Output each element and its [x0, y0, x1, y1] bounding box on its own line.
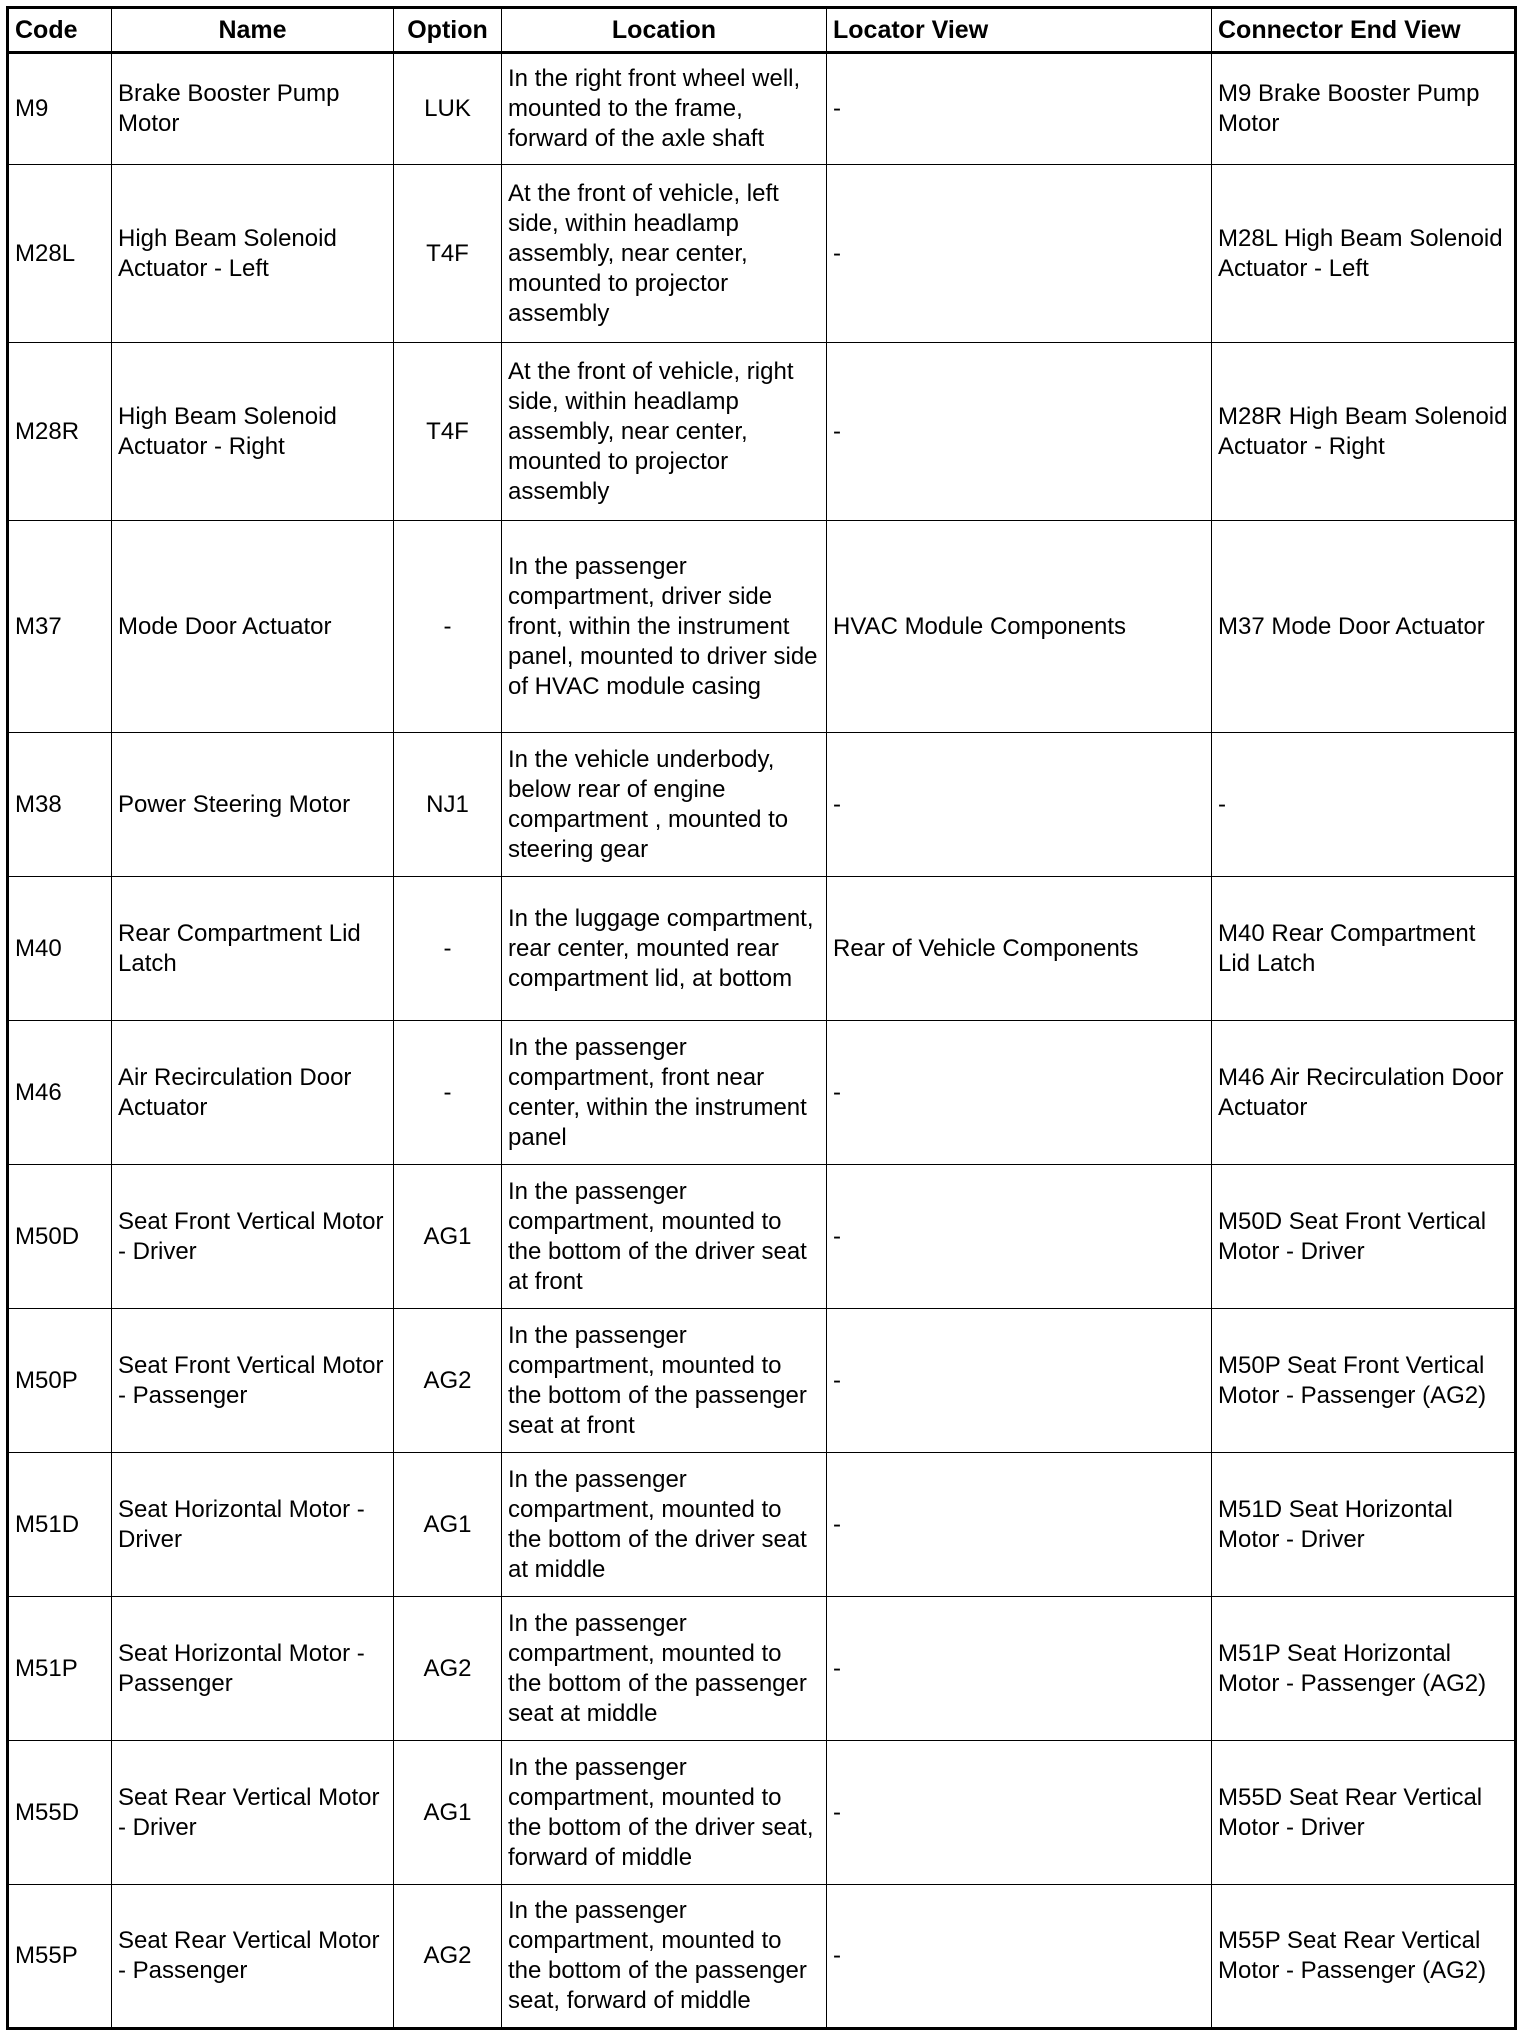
- cell-code: M50P: [8, 1309, 112, 1453]
- header-connector-end-view: Connector End View: [1212, 8, 1516, 53]
- cell-name: Seat Rear Vertical Motor - Driver: [112, 1741, 394, 1885]
- cell-code: M28R: [8, 343, 112, 521]
- table-row: [8, 1021, 1516, 1165]
- cell-name: Rear Compartment Lid Latch: [112, 877, 394, 1021]
- cell-name: Mode Door Actuator: [112, 521, 394, 733]
- table-header: [8, 8, 1516, 53]
- cell-option: AG2: [394, 1597, 502, 1741]
- header-option: Option: [394, 8, 502, 53]
- table-row: [8, 165, 1516, 343]
- cell-option: LUK: [394, 53, 502, 165]
- cell-option: T4F: [394, 165, 502, 343]
- cell-locator-view: -: [827, 733, 1212, 877]
- component-locator-table: [6, 6, 1517, 2030]
- header-name: Name: [112, 8, 394, 53]
- cell-code: M46: [8, 1021, 112, 1165]
- table-row: [8, 733, 1516, 877]
- cell-option: -: [394, 521, 502, 733]
- cell-location: At the front of vehicle, right side, within headlamp assembly, near center, mounted to projector assembly: [502, 343, 827, 521]
- cell-locator-view: -: [827, 343, 1212, 521]
- cell-name: High Beam Solenoid Actuator - Right: [112, 343, 394, 521]
- cell-name: Seat Front Vertical Motor - Passenger: [112, 1309, 394, 1453]
- cell-connector-end-view: M37 Mode Door Actuator: [1212, 521, 1516, 733]
- cell-option: AG1: [394, 1741, 502, 1885]
- cell-name: Seat Front Vertical Motor - Driver: [112, 1165, 394, 1309]
- table-row: [8, 53, 1516, 165]
- table-row: [8, 343, 1516, 521]
- cell-option: -: [394, 1021, 502, 1165]
- cell-location: In the passenger compartment, mounted to the bottom of the driver seat at front: [502, 1165, 827, 1309]
- table-row: [8, 1165, 1516, 1309]
- cell-name: Brake Booster Pump Motor: [112, 53, 394, 165]
- header-code: Code: [8, 8, 112, 53]
- cell-option: -: [394, 877, 502, 1021]
- table-row: [8, 1741, 1516, 1885]
- cell-option: AG2: [394, 1885, 502, 2029]
- cell-locator-view: -: [827, 1165, 1212, 1309]
- header-location: Location: [502, 8, 827, 53]
- cell-option: AG1: [394, 1165, 502, 1309]
- cell-connector-end-view: M28R High Beam Solenoid Actuator - Right: [1212, 343, 1516, 521]
- cell-location: In the passenger compartment, mounted to the bottom of the passenger seat at middle: [502, 1597, 827, 1741]
- cell-location: In the luggage compartment, rear center, mounted rear compartment lid, at bottom: [502, 877, 827, 1021]
- cell-name: Seat Horizontal Motor - Passenger: [112, 1597, 394, 1741]
- cell-name: Power Steering Motor: [112, 733, 394, 877]
- cell-locator-view: -: [827, 53, 1212, 165]
- cell-location: In the passenger compartment, driver side front, within the instrument panel, mounted to driver side of HVAC module casing: [502, 521, 827, 733]
- cell-location: In the vehicle underbody, below rear of engine compartment , mounted to steering gear: [502, 733, 827, 877]
- cell-locator-view: Rear of Vehicle Components: [827, 877, 1212, 1021]
- cell-name: Seat Horizontal Motor - Driver: [112, 1453, 394, 1597]
- cell-locator-view: -: [827, 1453, 1212, 1597]
- cell-locator-view: -: [827, 1597, 1212, 1741]
- cell-connector-end-view: M40 Rear Compartment Lid Latch: [1212, 877, 1516, 1021]
- cell-code: M9: [8, 53, 112, 165]
- cell-code: M40: [8, 877, 112, 1021]
- table-body: [8, 53, 1516, 2029]
- cell-option: T4F: [394, 343, 502, 521]
- cell-connector-end-view: M51D Seat Horizontal Motor - Driver: [1212, 1453, 1516, 1597]
- cell-locator-view: -: [827, 165, 1212, 343]
- cell-connector-end-view: -: [1212, 733, 1516, 877]
- table-row: [8, 1885, 1516, 2029]
- cell-connector-end-view: M55D Seat Rear Vertical Motor - Driver: [1212, 1741, 1516, 1885]
- cell-code: M37: [8, 521, 112, 733]
- cell-locator-view: -: [827, 1309, 1212, 1453]
- table-row: [8, 1597, 1516, 1741]
- cell-code: M55D: [8, 1741, 112, 1885]
- cell-location: In the passenger compartment, mounted to the bottom of the passenger seat, forward of middle: [502, 1885, 827, 2029]
- cell-locator-view: HVAC Module Components: [827, 521, 1212, 733]
- cell-connector-end-view: M46 Air Recirculation Door Actuator: [1212, 1021, 1516, 1165]
- cell-locator-view: -: [827, 1885, 1212, 2029]
- cell-code: M51P: [8, 1597, 112, 1741]
- cell-locator-view: -: [827, 1021, 1212, 1165]
- cell-location: In the passenger compartment, front near center, within the instrument panel: [502, 1021, 827, 1165]
- cell-connector-end-view: M55P Seat Rear Vertical Motor - Passenger (AG2): [1212, 1885, 1516, 2029]
- cell-connector-end-view: M28L High Beam Solenoid Actuator - Left: [1212, 165, 1516, 343]
- cell-location: In the passenger compartment, mounted to the bottom of the driver seat at middle: [502, 1453, 827, 1597]
- cell-option: AG1: [394, 1453, 502, 1597]
- cell-connector-end-view: M51P Seat Horizontal Motor - Passenger (AG2): [1212, 1597, 1516, 1741]
- cell-code: M28L: [8, 165, 112, 343]
- table-row: [8, 521, 1516, 733]
- cell-connector-end-view: M50P Seat Front Vertical Motor - Passenger (AG2): [1212, 1309, 1516, 1453]
- cell-code: M55P: [8, 1885, 112, 2029]
- table-row: [8, 877, 1516, 1021]
- cell-code: M38: [8, 733, 112, 877]
- cell-location: In the right front wheel well, mounted to the frame, forward of the axle shaft: [502, 53, 827, 165]
- cell-connector-end-view: M9 Brake Booster Pump Motor: [1212, 53, 1516, 165]
- cell-name: High Beam Solenoid Actuator - Left: [112, 165, 394, 343]
- cell-locator-view: -: [827, 1741, 1212, 1885]
- table-row: [8, 1453, 1516, 1597]
- cell-name: Seat Rear Vertical Motor - Passenger: [112, 1885, 394, 2029]
- header-locator-view: Locator View: [827, 8, 1212, 53]
- cell-code: M51D: [8, 1453, 112, 1597]
- cell-location: At the front of vehicle, left side, within headlamp assembly, near center, mounted to projector assembly: [502, 165, 827, 343]
- header-row: [8, 8, 1516, 53]
- cell-code: M50D: [8, 1165, 112, 1309]
- cell-name: Air Recirculation Door Actuator: [112, 1021, 394, 1165]
- cell-location: In the passenger compartment, mounted to the bottom of the passenger seat at front: [502, 1309, 827, 1453]
- table-row: [8, 1309, 1516, 1453]
- cell-option: NJ1: [394, 733, 502, 877]
- cell-location: In the passenger compartment, mounted to the bottom of the driver seat, forward of middle: [502, 1741, 827, 1885]
- cell-option: AG2: [394, 1309, 502, 1453]
- cell-connector-end-view: M50D Seat Front Vertical Motor - Driver: [1212, 1165, 1516, 1309]
